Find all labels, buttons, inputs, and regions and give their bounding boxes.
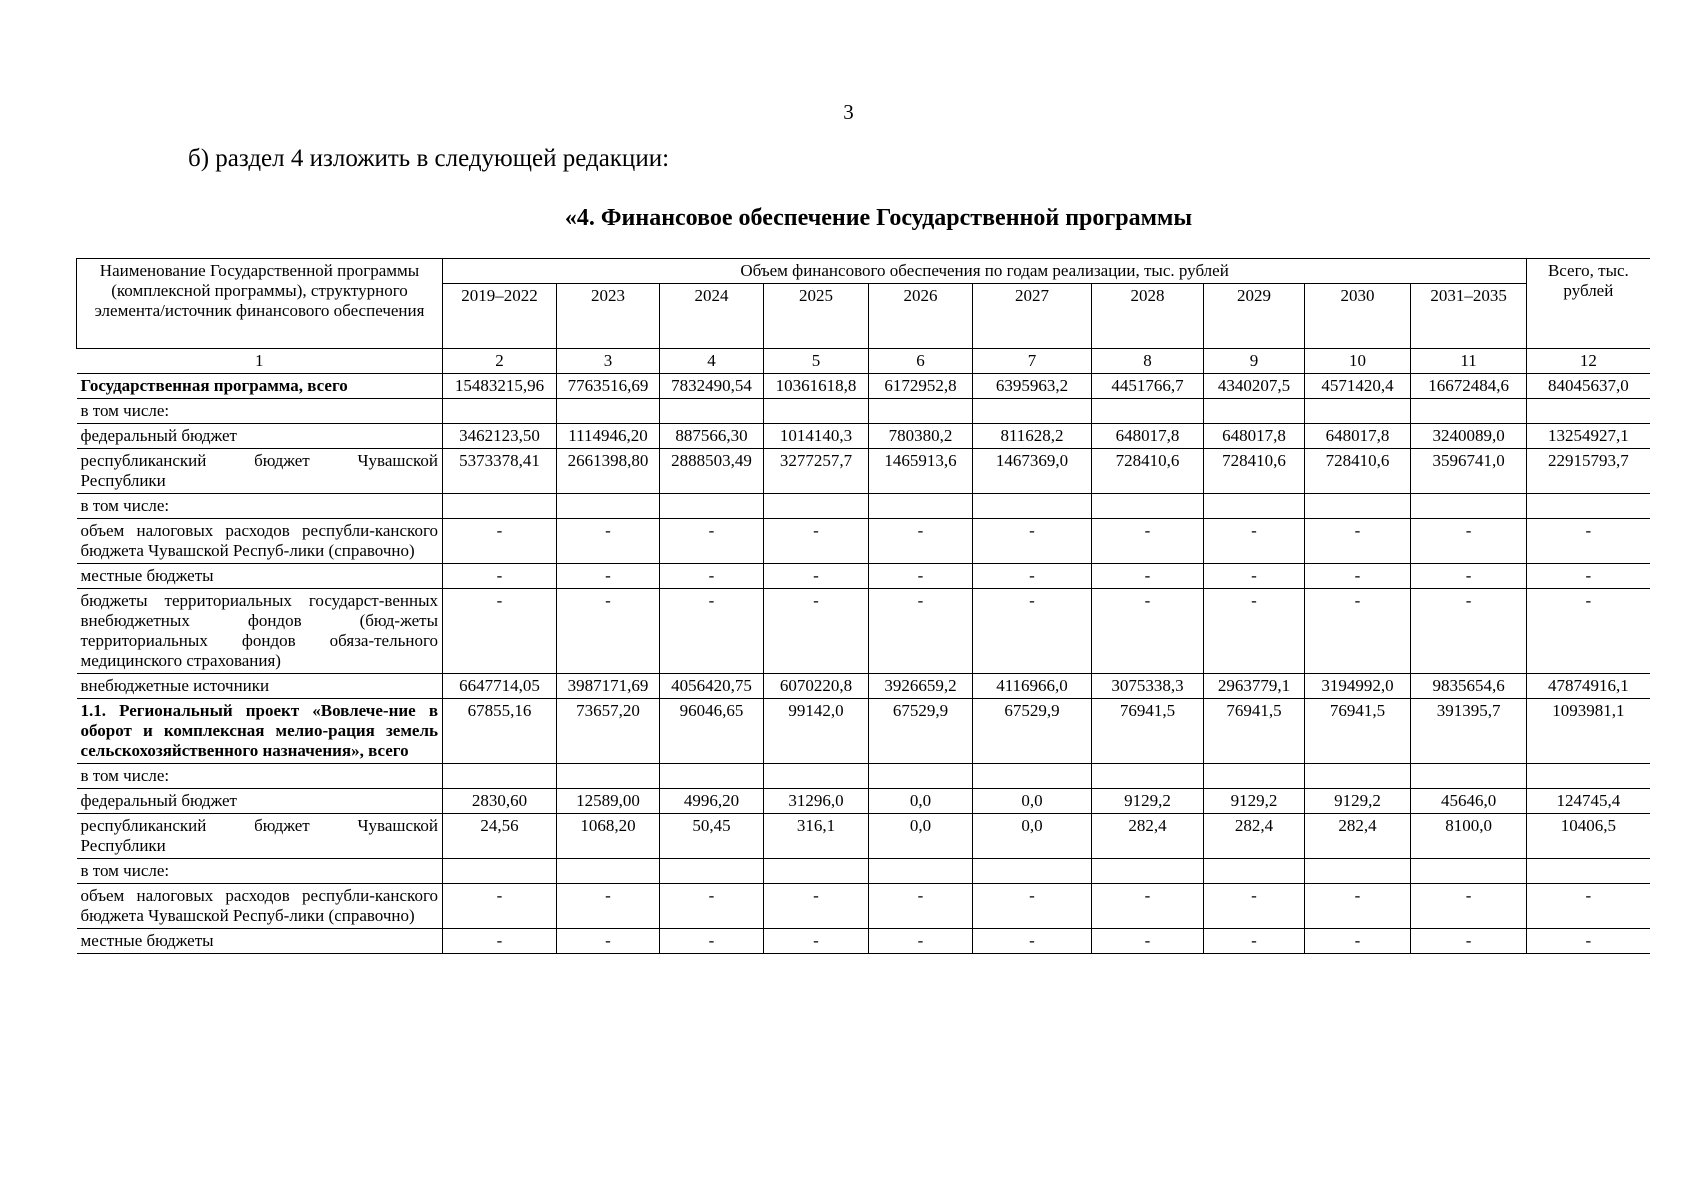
value-cell: -: [973, 589, 1092, 674]
column-number-cell: 3: [557, 349, 660, 374]
value-cell: -: [764, 519, 869, 564]
value-cell: [1092, 764, 1204, 789]
value-cell: -: [869, 589, 973, 674]
value-cell: -: [973, 929, 1092, 954]
column-number-cell: 7: [973, 349, 1092, 374]
value-cell: -: [1527, 929, 1650, 954]
value-cell: -: [1411, 589, 1527, 674]
value-cell: [660, 494, 764, 519]
table-row: [77, 929, 1650, 954]
value-cell: -: [557, 519, 660, 564]
row-label-cell: местные бюджеты: [77, 929, 443, 954]
column-number-cell: 12: [1527, 349, 1650, 374]
value-cell: -: [1305, 519, 1411, 564]
value-cell: 1465913,6: [869, 449, 973, 494]
row-label-cell: республиканский бюджет Чувашской Республики: [77, 814, 443, 859]
value-cell: -: [1204, 929, 1305, 954]
value-cell: -: [443, 884, 557, 929]
value-cell: -: [1092, 884, 1204, 929]
value-cell: 76941,5: [1204, 699, 1305, 764]
value-cell: [1411, 399, 1527, 424]
value-cell: 3277257,7: [764, 449, 869, 494]
table-row: [77, 699, 1650, 764]
value-cell: 316,1: [764, 814, 869, 859]
value-cell: [1527, 859, 1650, 884]
column-number-cell: 4: [660, 349, 764, 374]
value-cell: -: [1411, 564, 1527, 589]
value-cell: -: [660, 589, 764, 674]
value-cell: -: [660, 884, 764, 929]
value-cell: [973, 399, 1092, 424]
value-cell: 6647714,05: [443, 674, 557, 699]
column-number-cell: 6: [869, 349, 973, 374]
row-label-cell: в том числе:: [77, 764, 443, 789]
column-number-cell: 5: [764, 349, 869, 374]
value-cell: -: [1527, 564, 1650, 589]
value-cell: [869, 494, 973, 519]
value-cell: -: [660, 564, 764, 589]
value-cell: 13254927,1: [1527, 424, 1650, 449]
value-cell: 282,4: [1305, 814, 1411, 859]
row-label-cell: местные бюджеты: [77, 564, 443, 589]
value-cell: [1305, 764, 1411, 789]
value-cell: 10361618,8: [764, 374, 869, 399]
value-cell: -: [764, 884, 869, 929]
value-cell: 12589,00: [557, 789, 660, 814]
table-row: [77, 859, 1650, 884]
value-cell: 3194992,0: [1305, 674, 1411, 699]
table-row: [77, 399, 1650, 424]
value-cell: -: [1204, 564, 1305, 589]
financing-table: [76, 258, 1650, 954]
value-cell: 96046,65: [660, 699, 764, 764]
value-cell: -: [443, 589, 557, 674]
intro-text: б) раздел 4 изложить в следующей редакции:: [188, 145, 670, 172]
value-cell: -: [973, 519, 1092, 564]
value-cell: 282,4: [1204, 814, 1305, 859]
value-cell: 22915793,7: [1527, 449, 1650, 494]
row-label-cell: объем налоговых расходов республи-канского бюджета Чувашской Респуб-лики (справочно): [77, 519, 443, 564]
year-header-cell: 2031–2035: [1411, 284, 1527, 349]
value-cell: 15483215,96: [443, 374, 557, 399]
column-number-cell: 11: [1411, 349, 1527, 374]
value-cell: -: [869, 519, 973, 564]
value-cell: 391395,7: [1411, 699, 1527, 764]
row-label-cell: федеральный бюджет: [77, 424, 443, 449]
value-cell: 1467369,0: [973, 449, 1092, 494]
value-cell: 0,0: [869, 814, 973, 859]
value-cell: [764, 494, 869, 519]
value-cell: 24,56: [443, 814, 557, 859]
row-label-cell: объем налоговых расходов республи-канского бюджета Чувашской Респуб-лики (справочно): [77, 884, 443, 929]
value-cell: [1204, 859, 1305, 884]
value-cell: 0,0: [869, 789, 973, 814]
row-label-cell: в том числе:: [77, 494, 443, 519]
value-cell: [1305, 494, 1411, 519]
value-cell: [1411, 494, 1527, 519]
year-header-cell: 2026: [869, 284, 973, 349]
value-cell: 67855,16: [443, 699, 557, 764]
value-cell: [869, 859, 973, 884]
value-cell: [764, 764, 869, 789]
table-row: [77, 494, 1650, 519]
value-cell: -: [557, 884, 660, 929]
row-label-cell: федеральный бюджет: [77, 789, 443, 814]
value-cell: -: [1305, 589, 1411, 674]
value-cell: [764, 399, 869, 424]
value-cell: -: [1411, 884, 1527, 929]
value-cell: [1204, 399, 1305, 424]
value-cell: 6395963,2: [973, 374, 1092, 399]
value-cell: 6172952,8: [869, 374, 973, 399]
value-cell: 1093981,1: [1527, 699, 1650, 764]
value-cell: 7832490,54: [660, 374, 764, 399]
value-cell: 728410,6: [1305, 449, 1411, 494]
value-cell: [443, 494, 557, 519]
value-cell: -: [1204, 884, 1305, 929]
value-cell: 8100,0: [1411, 814, 1527, 859]
value-cell: -: [1411, 929, 1527, 954]
value-cell: 811628,2: [973, 424, 1092, 449]
table-row: [77, 519, 1650, 564]
value-cell: [443, 764, 557, 789]
value-cell: [1411, 859, 1527, 884]
value-cell: 3987171,69: [557, 674, 660, 699]
value-cell: 0,0: [973, 814, 1092, 859]
value-cell: -: [973, 884, 1092, 929]
value-cell: [443, 859, 557, 884]
value-cell: 3240089,0: [1411, 424, 1527, 449]
value-cell: -: [1204, 519, 1305, 564]
value-cell: [973, 764, 1092, 789]
value-cell: [557, 764, 660, 789]
table-row: [77, 589, 1650, 674]
header-name-cell: Наименование Государственной программы (комплексной программы), структурного элемента/источник финансового обеспечения: [77, 259, 443, 349]
row-label-cell: республиканский бюджет Чувашской Республики: [77, 449, 443, 494]
value-cell: [1204, 764, 1305, 789]
value-cell: 67529,9: [869, 699, 973, 764]
value-cell: 3075338,3: [1092, 674, 1204, 699]
value-cell: 2888503,49: [660, 449, 764, 494]
section-title: «4. Финансовое обеспечение Государственной программы: [564, 205, 1193, 231]
value-cell: -: [764, 929, 869, 954]
value-cell: -: [1204, 589, 1305, 674]
row-label-cell: внебюджетные источники: [77, 674, 443, 699]
value-cell: [973, 859, 1092, 884]
value-cell: -: [1527, 884, 1650, 929]
value-cell: 10406,5: [1527, 814, 1650, 859]
value-cell: -: [557, 929, 660, 954]
value-cell: -: [1527, 519, 1650, 564]
value-cell: -: [1305, 929, 1411, 954]
value-cell: -: [660, 519, 764, 564]
header-total-cell: Всего, тыс. рублей: [1527, 259, 1650, 349]
value-cell: [660, 859, 764, 884]
value-cell: -: [1092, 589, 1204, 674]
value-cell: 84045637,0: [1527, 374, 1650, 399]
value-cell: -: [764, 564, 869, 589]
value-cell: [869, 399, 973, 424]
value-cell: [557, 494, 660, 519]
value-cell: -: [557, 564, 660, 589]
value-cell: 648017,8: [1092, 424, 1204, 449]
value-cell: 47874916,1: [1527, 674, 1650, 699]
page-number: 3: [843, 100, 854, 124]
column-number-cell: 9: [1204, 349, 1305, 374]
year-header-cell: 2030: [1305, 284, 1411, 349]
value-cell: [557, 399, 660, 424]
value-cell: 648017,8: [1204, 424, 1305, 449]
row-label-cell: в том числе:: [77, 399, 443, 424]
value-cell: 3926659,2: [869, 674, 973, 699]
value-cell: -: [557, 589, 660, 674]
row-label-cell: в том числе:: [77, 859, 443, 884]
value-cell: [1204, 494, 1305, 519]
value-cell: 4996,20: [660, 789, 764, 814]
table-row: [77, 764, 1650, 789]
value-cell: -: [1092, 519, 1204, 564]
value-cell: 9835654,6: [1411, 674, 1527, 699]
value-cell: -: [1411, 519, 1527, 564]
value-cell: [764, 859, 869, 884]
year-header-cell: 2029: [1204, 284, 1305, 349]
value-cell: 4571420,4: [1305, 374, 1411, 399]
column-number-cell: 10: [1305, 349, 1411, 374]
value-cell: 7763516,69: [557, 374, 660, 399]
value-cell: 887566,30: [660, 424, 764, 449]
value-cell: 648017,8: [1305, 424, 1411, 449]
value-cell: 9129,2: [1305, 789, 1411, 814]
value-cell: 76941,5: [1305, 699, 1411, 764]
value-cell: [1092, 399, 1204, 424]
value-cell: 282,4: [1092, 814, 1204, 859]
year-header-cell: 2019–2022: [443, 284, 557, 349]
value-cell: -: [869, 929, 973, 954]
table-row: [77, 424, 1650, 449]
value-cell: 99142,0: [764, 699, 869, 764]
row-label-cell: 1.1. Региональный проект «Вовлече-ние в оборот и комплексная мелио-рация земель сельскохозяйственного назначения», всего: [77, 699, 443, 764]
value-cell: 2963779,1: [1204, 674, 1305, 699]
value-cell: -: [869, 564, 973, 589]
column-number-cell: 2: [443, 349, 557, 374]
value-cell: -: [443, 929, 557, 954]
table-row: [77, 374, 1650, 399]
value-cell: 45646,0: [1411, 789, 1527, 814]
value-cell: -: [1092, 564, 1204, 589]
value-cell: 1068,20: [557, 814, 660, 859]
table-row: [77, 449, 1650, 494]
value-cell: -: [973, 564, 1092, 589]
column-number-row: [77, 349, 1650, 374]
table-row: [77, 564, 1650, 589]
value-cell: 16672484,6: [1411, 374, 1527, 399]
value-cell: 3596741,0: [1411, 449, 1527, 494]
value-cell: [443, 399, 557, 424]
value-cell: 4056420,75: [660, 674, 764, 699]
value-cell: 5373378,41: [443, 449, 557, 494]
table-row: [77, 814, 1650, 859]
column-number-cell: 1: [77, 349, 443, 374]
value-cell: 780380,2: [869, 424, 973, 449]
value-cell: [1305, 859, 1411, 884]
value-cell: 3462123,50: [443, 424, 557, 449]
value-cell: 2830,60: [443, 789, 557, 814]
row-label-cell: бюджеты территориальных государст-венных внебюджетных фондов (бюд-жеты территориальных фондов обяза-тельного медицинского страхования): [77, 589, 443, 674]
value-cell: 31296,0: [764, 789, 869, 814]
value-cell: [1527, 494, 1650, 519]
value-cell: [557, 859, 660, 884]
value-cell: [1527, 399, 1650, 424]
value-cell: 76941,5: [1092, 699, 1204, 764]
value-cell: 0,0: [973, 789, 1092, 814]
column-number-cell: 8: [1092, 349, 1204, 374]
value-cell: 4451766,7: [1092, 374, 1204, 399]
value-cell: 9129,2: [1092, 789, 1204, 814]
value-cell: 4340207,5: [1204, 374, 1305, 399]
year-header-cell: 2023: [557, 284, 660, 349]
value-cell: -: [443, 519, 557, 564]
value-cell: [1092, 859, 1204, 884]
year-header-cell: 2027: [973, 284, 1092, 349]
value-cell: -: [1527, 589, 1650, 674]
value-cell: 124745,4: [1527, 789, 1650, 814]
year-header-cell: 2024: [660, 284, 764, 349]
value-cell: 73657,20: [557, 699, 660, 764]
value-cell: 4116966,0: [973, 674, 1092, 699]
value-cell: 728410,6: [1092, 449, 1204, 494]
value-cell: 728410,6: [1204, 449, 1305, 494]
value-cell: [660, 399, 764, 424]
value-cell: [1527, 764, 1650, 789]
row-label-cell: Государственная программа, всего: [77, 374, 443, 399]
value-cell: 6070220,8: [764, 674, 869, 699]
value-cell: [1411, 764, 1527, 789]
header-span-cell: Объем финансового обеспечения по годам реализации, тыс. рублей: [443, 259, 1527, 284]
value-cell: -: [1305, 884, 1411, 929]
value-cell: -: [443, 564, 557, 589]
year-header-cell: 2025: [764, 284, 869, 349]
value-cell: [973, 494, 1092, 519]
table-row: [77, 789, 1650, 814]
value-cell: 50,45: [660, 814, 764, 859]
value-cell: -: [869, 884, 973, 929]
value-cell: 1114946,20: [557, 424, 660, 449]
table-row: [77, 884, 1650, 929]
value-cell: -: [1305, 564, 1411, 589]
value-cell: [660, 764, 764, 789]
value-cell: -: [764, 589, 869, 674]
value-cell: [869, 764, 973, 789]
year-header-cell: 2028: [1092, 284, 1204, 349]
value-cell: -: [660, 929, 764, 954]
value-cell: 1014140,3: [764, 424, 869, 449]
value-cell: [1092, 494, 1204, 519]
value-cell: 67529,9: [973, 699, 1092, 764]
value-cell: 9129,2: [1204, 789, 1305, 814]
value-cell: 2661398,80: [557, 449, 660, 494]
value-cell: [1305, 399, 1411, 424]
table-row: [77, 674, 1650, 699]
value-cell: -: [1092, 929, 1204, 954]
